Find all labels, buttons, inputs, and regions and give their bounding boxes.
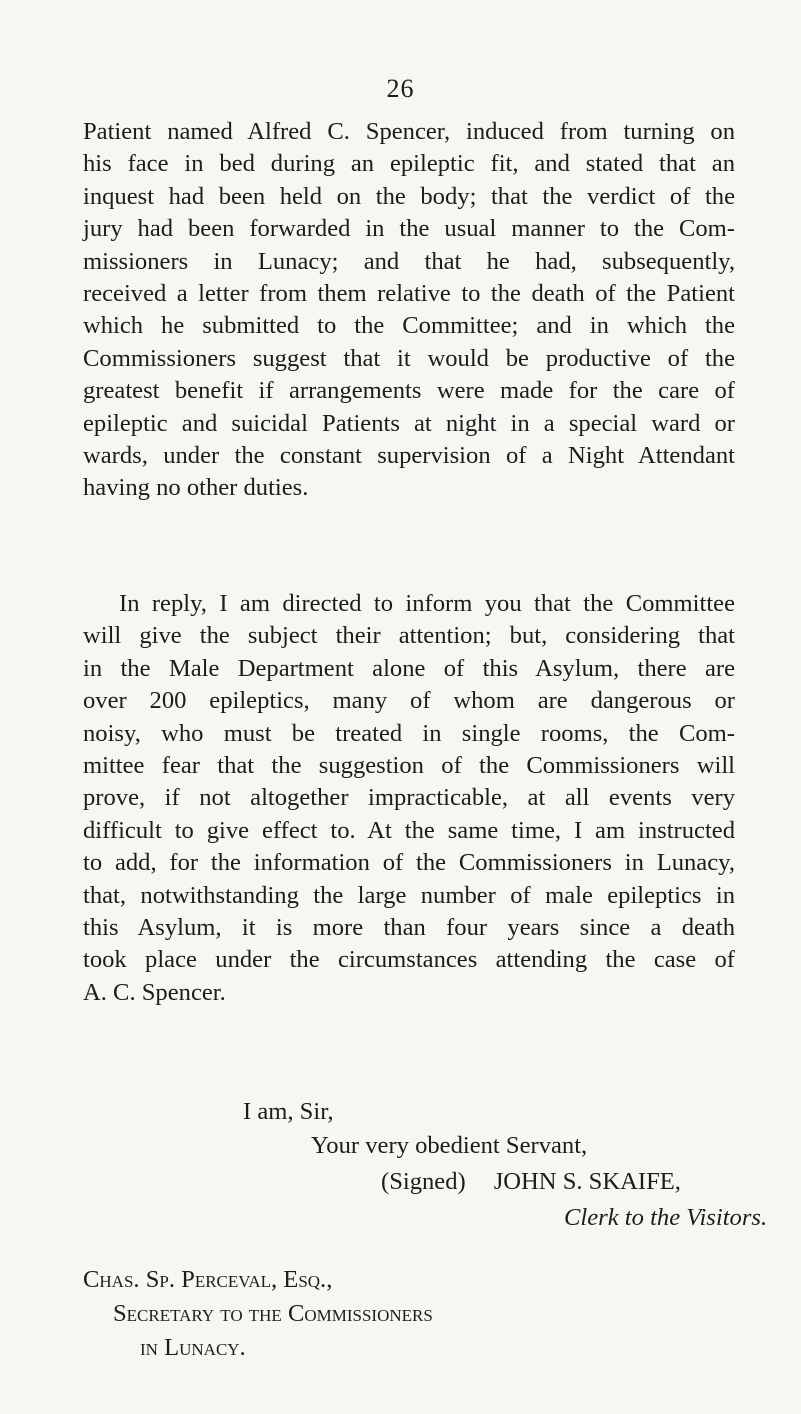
paragraph-line: this Asylum, it is more than four years since a death [83, 914, 735, 942]
body-paragraph-2 [83, 588, 735, 1009]
paragraph-line: will give the subject their attention; but, considering that [83, 622, 735, 650]
signed-label: (Signed) [381, 1168, 466, 1195]
signature-line [381, 1166, 681, 1198]
addressee-name: Chas. Sp. Perceval, Esq., [83, 1266, 333, 1293]
page-number: 26 [386, 74, 415, 103]
signatory-title: Clerk to the Visitors. [564, 1204, 768, 1231]
paragraph-line: which he submitted to the Committee; and in which the [83, 312, 735, 340]
paragraph-line: noisy, who must be treated in single rooms, the Com- [83, 719, 735, 747]
paragraph-line: Commissioners suggest that it would be productive of the [83, 344, 735, 372]
paragraph-line: to add, for the information of the Commissioners in Lunacy, [83, 849, 735, 877]
paragraph-line: in the Male Department alone of this Asylum, there are [83, 654, 735, 682]
paragraph-line: that, notwithstanding the large number of male epileptics in [83, 881, 735, 909]
paragraph-line: greatest benefit if arrangements were made for the care of [83, 377, 735, 405]
paragraph-line: jury had been forwarded in the usual manner to the Com- [83, 215, 735, 243]
paragraph-line: inquest had been held on the body; that the verdict of the [83, 182, 735, 210]
paragraph-line: wards, under the constant supervision of a Night Attendant [83, 442, 735, 470]
paragraph-line: A. C. Spencer. [83, 978, 226, 1006]
paragraph-line: epileptic and suicidal Patients at night in a special ward or [83, 409, 735, 437]
paragraph-line: over 200 epileptics, many of whom are dangerous or [83, 687, 735, 715]
paragraph-line: In reply, I am directed to inform you that the Committee [119, 590, 735, 617]
paragraph-line: having no other duties. [83, 474, 309, 502]
body-paragraph-1 [83, 116, 735, 505]
salutation: I am, Sir, [243, 1098, 334, 1125]
paragraph-line: prove, if not altogether impracticable, at all events very [83, 784, 735, 812]
paragraph-line: his face in bed during an epileptic fit, and stated that an [83, 150, 735, 178]
addressee-office: Secretary to the Commissioners [113, 1300, 433, 1327]
paragraph-line: Patient named Alfred C. Spencer, induced from turning on [83, 118, 735, 145]
paragraph-line: received a letter from them relative to the death of the Patient [83, 280, 735, 308]
addressee-office-continued: in Lunacy. [140, 1334, 246, 1361]
paragraph-line: mittee fear that the suggestion of the Commissioners will [83, 752, 735, 780]
valediction: Your very obedient Servant, [311, 1132, 588, 1159]
signatory-name: JOHN S. SKAIFE, [493, 1168, 681, 1195]
paragraph-line: difficult to give effect to. At the same time, I am instructed [83, 816, 735, 844]
paragraph-line: took place under the circumstances attending the case of [83, 946, 735, 974]
paragraph-line: missioners in Lunacy; and that he had, subsequently, [83, 247, 735, 275]
